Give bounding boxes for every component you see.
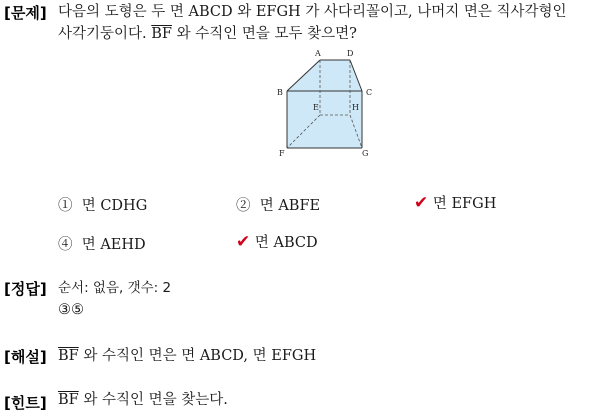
explanation-body: 와 수직인 면은 면 ABCD, 면 EFGH <box>78 348 317 364</box>
hint-body: 와 수직인 면을 찾는다. <box>78 392 228 408</box>
vertex-label-e: E <box>313 103 319 112</box>
vertex-label-b: B <box>277 88 283 97</box>
explanation-tag: [해설] <box>4 348 47 366</box>
vertex-label-h: H <box>352 103 359 112</box>
problem-line-2-prefix: 사각기둥이다. <box>58 26 152 42</box>
choice-2-number: ② <box>236 198 251 214</box>
choice-4-number: ④ <box>58 237 73 253</box>
choice-3-text: 면 EFGH <box>432 196 497 212</box>
segment-bf: $\overline{BF}$ <box>151 26 172 42</box>
choice-1-text: 면 CDHG <box>81 198 148 214</box>
segment-bf: $\overline{BF}$ <box>58 348 79 364</box>
hint-text <box>58 390 228 410</box>
explanation-text <box>58 346 316 366</box>
vertex-label-g: G <box>362 149 369 158</box>
vertex-label-d: D <box>347 49 354 58</box>
choice-1-number: ① <box>58 198 73 214</box>
answer-line-2: ③⑤ <box>58 302 84 318</box>
choice-3[interactable] <box>414 192 496 213</box>
prism-figure <box>0 40 591 210</box>
answer-line-1: 순서: 없음, 갯수: 2 <box>58 280 172 296</box>
problem-line-1: 다음의 도형은 두 면 ABCD 와 EFGH 가 사다리꼴이고, 나머지 면은 직사각형인 <box>58 4 567 20</box>
choice-1[interactable] <box>58 194 147 215</box>
check-mark-icon: ✔ <box>414 193 429 213</box>
choice-4-text: 면 AEHD <box>81 237 146 253</box>
vertex-label-a: A <box>315 49 321 58</box>
choice-5-text: 면 ABCD <box>254 235 318 251</box>
choice-5[interactable] <box>236 231 318 252</box>
choice-4[interactable] <box>58 233 146 254</box>
vertex-label-c: C <box>366 88 373 97</box>
hint-tag: [힌트] <box>4 394 47 412</box>
segment-bf: $\overline{BF}$ <box>58 392 79 408</box>
check-mark-icon: ✔ <box>236 232 251 252</box>
problem-tag: [문제] <box>4 4 47 22</box>
answer-tag: [정답] <box>4 280 47 298</box>
vertex-label-f: F <box>279 149 285 158</box>
choice-2[interactable] <box>236 194 320 215</box>
problem-line-2-suffix: 와 수직인 면을 모두 찾으면? <box>171 26 357 42</box>
choice-2-text: 면 ABFE <box>259 198 321 214</box>
